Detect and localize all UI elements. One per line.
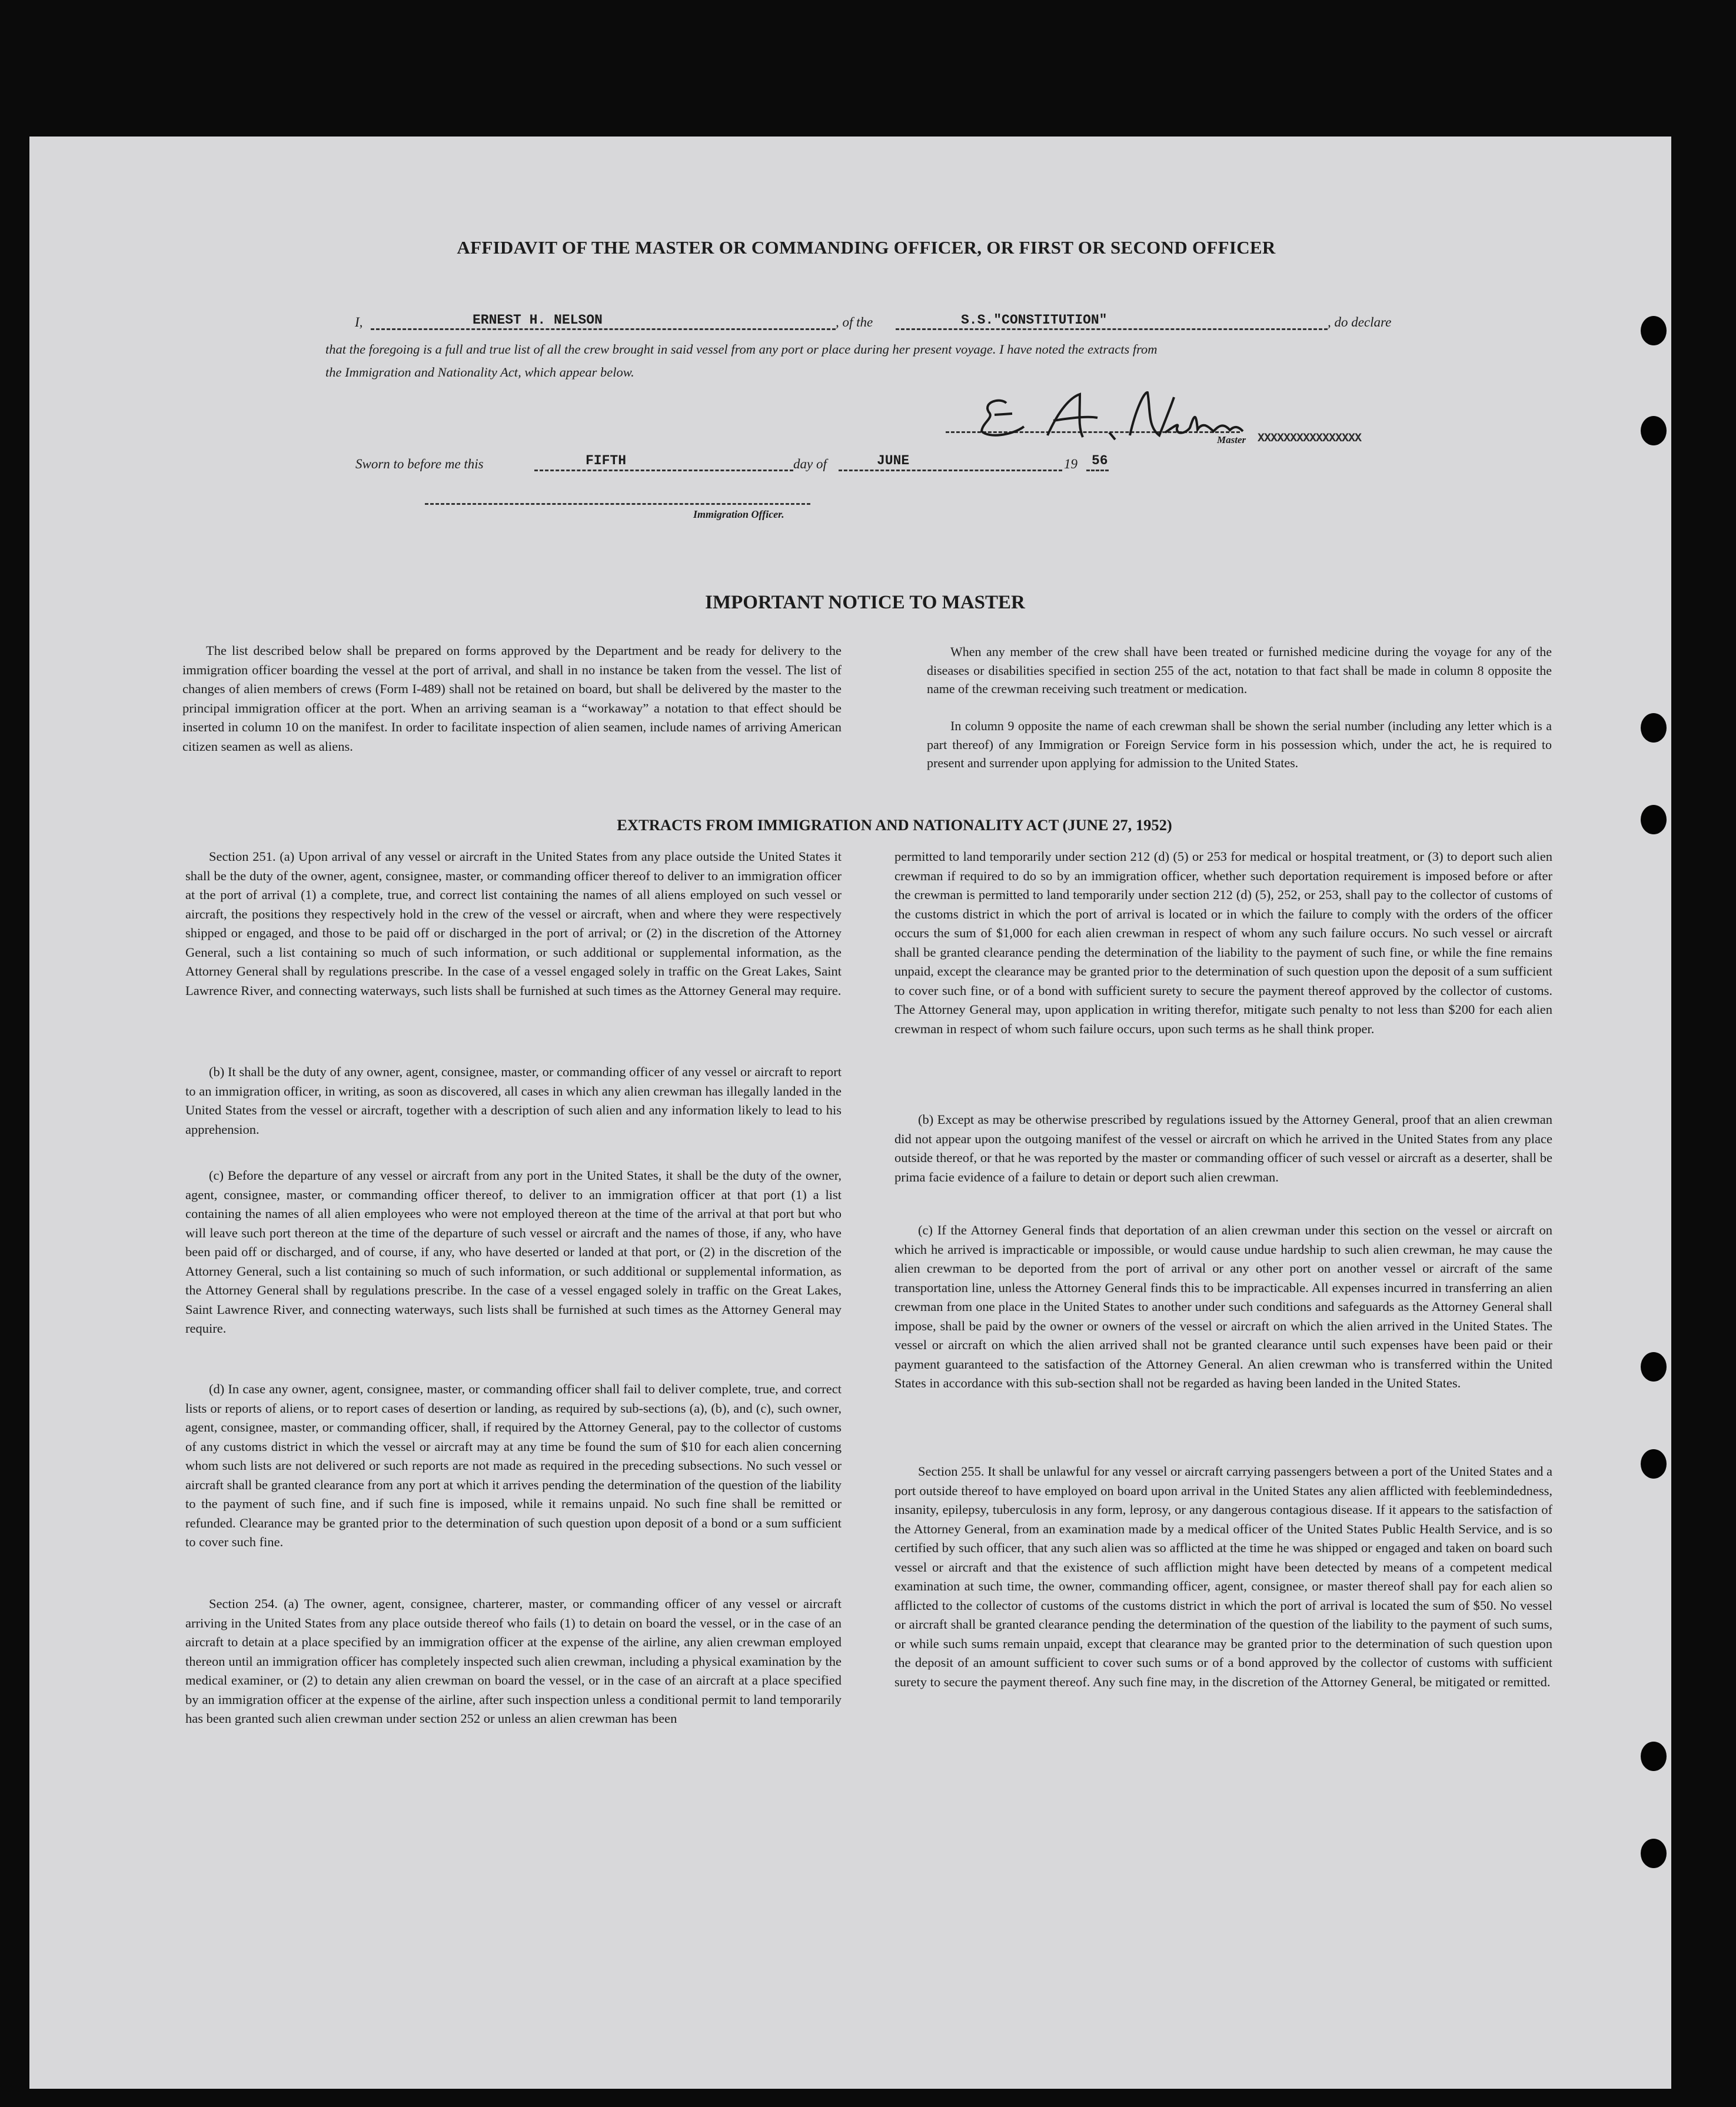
section-251d-paragraph: (d) In case any owner, agent, consignee, master, or commanding officer shall fail to deliver complete, true, and correct lists or reports of aliens, or to report cases of desertion or landing, as required by sub-sections (a), (b), and (c), such owner, agent, consignee, master, or commanding officer, shall, if required by the Attorney General, pay to the collector of customs of any customs district in which the vessel or aircraft may at any time be found the sum of $10 for each alien concerning whom such lists are not delivered or such reports are not made as required in the preceding subsections. No such vessel or aircraft shall be granted clearance from any port at which it arrives pending the determination of the question of the liability to the payment of such fine, and if such fine is imposed, while it remains unpaid. No such fine shall be remitted or refunded. Clearance may be granted prior to the determination of such question upon deposit of a bond or a sum sufficient to cover such fine. xyxy=(185,1382,842,1549)
notice-right-paragraph-1: When any member of the crew shall have been treated or furnished medicine during the voyage for any of the diseases or disabilities specified in section 255 of the act, notation to that fact shall be made in column 8 opposite the name of the crewman receiving such treatment or medication. xyxy=(927,644,1552,696)
i-label: I, xyxy=(355,315,363,329)
declaration-line-2: the Immigration and Nationality Act, which appear below. xyxy=(325,365,634,380)
notice-title: IMPORTANT NOTICE TO MASTER xyxy=(705,592,1025,613)
punch-hole xyxy=(1641,713,1667,743)
section-251a-paragraph: Section 251. (a) Upon arrival of any vessel or aircraft in the United States from any place outside the United States it shall be the duty of the owner, agent, consignee, master, or commanding officer thereof to deliver to an immigration officer at the port of arrival (1) a complete, true, and correct list containing the names of all aliens employed on such vessel or aircraft, the positions they respectively hold in the crew of the vessel or aircraft, when and where they were respectively shipped or engaged, and those to be paid off or discharged in the port of arrival; or (2) in the discretion of the Attorney General, such a list containing so much of such information, or such additional or supplemental information, as the Attorney General shall by regulations prescribe. In the case of a vessel engaged solely in traffic on the Great Lakes, Saint Lawrence River, and connecting waterways, such lists shall be furnished at such times as the Attorney General may require. xyxy=(185,849,842,998)
section-251c-paragraph: (c) Before the departure of any vessel or aircraft from any port in the United States, it shall be the duty of the owner, agent, consignee, master, or commanding officer thereof, to deliver to an immigration officer at that port (1) a list containing the names of all alien employees who were not employed thereon at the time of the arrival at that port but who will leave such port thereon at the time of the departure of such vessel or aircraft and the names of those, if any, who have been paid off or discharged, and of course, if any, who have deserted or landed at that port, or (2) in the discretion of the Attorney General, such a list containing so much of such information, or such additional or supplemental information, as the Attorney General shall by regulations prescribe. In the case of a vessel engaged solely in traffic on the Great Lakes, Saint Lawrence River, and connecting waterways, such lists shall be furnished at such times as the Attorney General may require. xyxy=(185,1168,842,1336)
do-declare-label: , do declare xyxy=(1328,315,1392,329)
officer-name-line xyxy=(371,328,836,330)
of-the-label: , of the xyxy=(836,315,873,329)
year-prefix: 19 xyxy=(1064,457,1077,471)
affidavit-title: AFFIDAVIT OF THE MASTER OR COMMANDING OFFICER, OR FIRST OR SECOND OFFICER xyxy=(457,237,1276,258)
vessel-name-value: S.S."CONSTITUTION" xyxy=(961,312,1108,328)
day-of-label: day of xyxy=(793,457,827,471)
struck-officer-title: XXXXXXXXXXXXXXXX xyxy=(1258,432,1362,445)
punch-hole xyxy=(1641,1352,1667,1382)
day-line xyxy=(534,470,793,471)
punch-hole xyxy=(1641,805,1667,834)
officer-name-value: ERNEST H. NELSON xyxy=(473,312,603,328)
section-254a-paragraph: Section 254. (a) The owner, agent, consignee, charterer, master, or commanding officer of any vessel or aircraft arriving in the United States from any place outside thereof who fails (1) to detain on board the vessel, or in the case of an aircraft to detain at a place specified by an immigration officer at the expense of the airline, any alien crewman employed thereon until an immigration officer has completely inspected such alien crewman, including a physical examination by the medical examiner, or (2) to detain any alien crewman on board the vessel, or in the case of an aircraft at a place specified by an immigration officer at the expense of the airline, after such inspection unless a conditional permit to land temporarily has been granted such alien crewman under section 252 or unless an alien crewman has been xyxy=(185,1596,842,1726)
punch-hole xyxy=(1641,416,1667,445)
year-value: 56 xyxy=(1092,453,1108,468)
notice-left-paragraph: The list described below shall be prepared on forms approved by the Department and be ready for delivery to the immigration officer boarding the vessel at the port of arrival, and shall in no instance be taken from the vessel. The list of changes of alien members of crews (Form I-489) shall not be retained on board, but shall be delivered by the master to the principal immigration officer at the port. When an arriving seaman is a “workaway” a notation to that effect should be inserted in column 10 on the manifest. In order to facilitate inspection of alien seamen, include names of arriving American citizen seamen as well as aliens. xyxy=(182,643,842,754)
month-value: JUNE xyxy=(877,453,910,468)
punch-hole xyxy=(1641,1742,1667,1771)
punch-hole xyxy=(1641,1449,1667,1479)
notice-right-paragraph-2: In column 9 opposite the name of each crewman shall be shown the serial number (including any letter which is a part thereof) of any Immigration or Foreign Service form in his possession which, under the act, he is required to present and surrender upon applying for admission to the United States. xyxy=(927,718,1552,770)
declaration-line-1: that the foregoing is a full and true list of all the crew brought in said vessel from any port or place during her present voyage. I have noted the extracts from xyxy=(325,342,1158,357)
extracts-title: EXTRACTS FROM IMMIGRATION AND NATIONALITY ACT (JUNE 27, 1952) xyxy=(617,816,1172,834)
section-255-paragraph: Section 255. It shall be unlawful for any vessel or aircraft carrying passengers between a port of the United States and a port outside thereof to have employed on board upon arrival in the United States any alien afflicted with feeblemindedness, insanity, epilepsy, tuberculosis in any form, leprosy, or any dangerous contagious disease. If it appears to the satisfaction of the Attorney General, from an examination made by a medical officer of the United States Public Health Service, and is so certified by such officer, that any such alien was so afflicted at the time he was shipped or engaged and taken on board such vessel or aircraft and that the existence of such affliction might have been detected by means of a competent medical examination at such time, the owner, commanding officer, agent, consignee, or master thereof shall pay for each alien so afflicted to the collector of customs of the customs district in which the port of arrival is located the sum of $50. No vessel or aircraft shall be granted clearance pending the determination of the question of the liability to the payment of such sums, or while such sums remain unpaid, except that clearance may be granted prior to the determination of such question upon the deposit of an amount sufficient to cover such sums or of a bond approved by the collector of customs with sufficient surety to secure the payment thereof. Any such fine may, in the discretion of the Attorney General, be mitigated or remitted. xyxy=(894,1464,1552,1689)
month-line xyxy=(839,470,1062,471)
section-254b-paragraph: (b) Except as may be otherwise prescribed by regulations issued by the Attorney General, proof that an alien crewman did not appear upon the outgoing manifest of the vessel or aircraft on which he arrived in the United States from any place outside thereof, or that he was reported by the master or commanding officer of such vessel or aircraft as a deserter, shall be prima facie evidence of a failure to detain or deport such alien crewman. xyxy=(894,1112,1552,1184)
year-line xyxy=(1086,470,1109,471)
immigration-officer-label: Immigration Officer. xyxy=(693,508,784,520)
vessel-name-line xyxy=(896,328,1328,330)
sworn-label: Sworn to before me this xyxy=(355,457,484,471)
section-251b-paragraph: (b) It shall be the duty of any owner, agent, consignee, master, or commanding officer of any vessel or aircraft to report to an immigration officer, in writing, as soon as discovered, all cases in which any alien crewman has illegally landed in the United States from the vessel or aircraft, together with a description of such alien and any information likely to lead to his apprehension. xyxy=(185,1064,842,1137)
immigration-officer-line xyxy=(425,503,810,505)
punch-hole xyxy=(1641,316,1667,345)
signature-title: Master xyxy=(1217,434,1246,445)
section-254c-paragraph: (c) If the Attorney General finds that deportation of an alien crewman under this section on the vessel or aircraft on which he arrived is impracticable or impossible, or would cause undue hardship to such alien crewman, he may cause the alien crewman to be deported from the port of arrival or any other port on another vessel or aircraft of the same transportation line, unless the Attorney General finds this to be impracticable. All expenses incurred in transferring an alien crewman from one place in the United States to another under such conditions and safeguards as the Attorney General shall impose, shall be paid by the owner or owners of the vessel or aircraft on which the alien arrived in the United States. The vessel or aircraft on which the alien arrived shall not be granted clearance until such expenses have been paid or their payment guaranteed to the satisfaction of the Attorney General. An alien crewman who is transferred within the United States in accordance with this sub-section shall not be regarded as having been landed in the United States. xyxy=(894,1223,1552,1390)
section-254a-continued-paragraph: permitted to land temporarily under section 212 (d) (5) or 253 for medical or hospital treatment, or (3) to deport such alien crewman if required to do so by an immigration officer, whether such deportation requirement is imposed before or after the crewman is permitted to land temporarily under section 212 (d) (5), 252, or 253, shall pay to the collector of customs of the customs district in which the port of arrival is located or in which the failure to comply with the orders of the officer occurs the sum of $1,000 for each alien crewman in respect of whom any such failure occurs. No such vessel or aircraft shall be granted clearance pending the determination of the liability to the payment of such fine, or while the fine remains unpaid, except the clearance may be granted prior to the determination of such question upon the deposit of a sum sufficient to cover such fine, or of a bond with sufficient surety to secure the payment thereof approved by the collector of customs. The Attorney General may, upon application in writing therefor, mitigate such penalty to not less than $200 for each alien crewman in respect of whom such failure occurs, upon such terms as he shall think proper. xyxy=(894,849,1552,1036)
day-value: FIFTH xyxy=(586,453,627,468)
signature xyxy=(971,385,1248,444)
punch-hole xyxy=(1641,1839,1667,1868)
